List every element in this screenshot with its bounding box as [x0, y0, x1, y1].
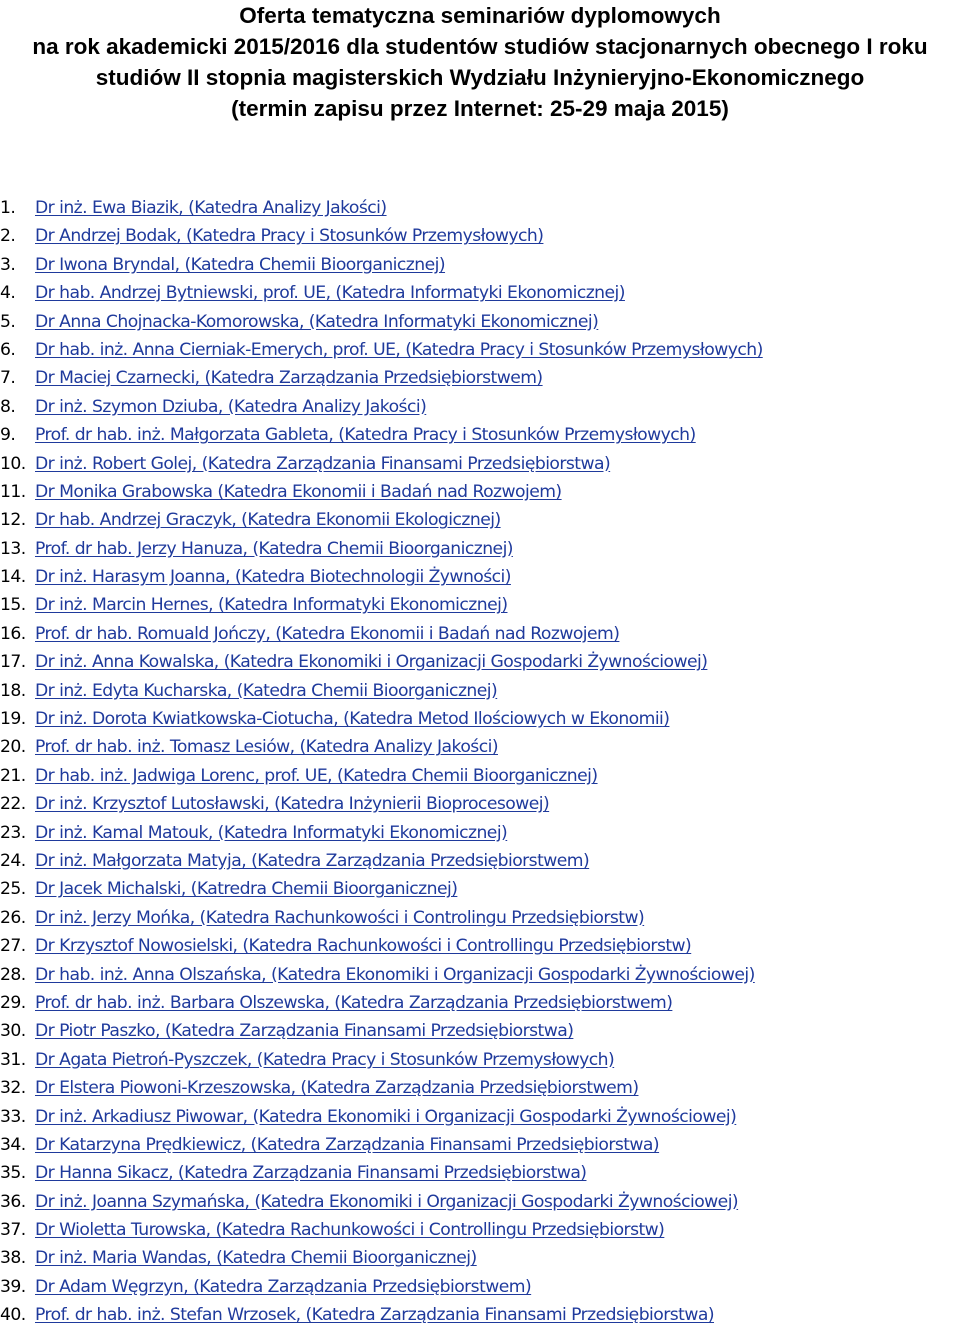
supervisor-link[interactable]: Dr Elstera Piowoni-Krzeszowska, (Katedra Zarządzania Przedsiębiorstwem): [35, 1078, 639, 1099]
list-item-number: 11.: [0, 481, 26, 502]
supervisor-link[interactable]: Dr Piotr Paszko, (Katedra Zarządzania Finansami Przedsiębiorstwa): [35, 1021, 574, 1042]
list-item: [0, 421, 960, 449]
list-item: [0, 563, 960, 591]
list-item-number: 28.: [0, 964, 26, 985]
list-item-number: 34.: [0, 1134, 26, 1155]
supervisor-link[interactable]: Dr hab. Andrzej Graczyk, (Katedra Ekonomii Ekologicznej): [35, 510, 501, 531]
list-item-number: 26.: [0, 907, 26, 928]
list-item: [0, 677, 960, 705]
list-item: [0, 790, 960, 818]
supervisor-link[interactable]: Dr inż. Jerzy Mońka, (Katedra Rachunkowości i Controlingu Przedsiębiorstw): [35, 907, 645, 928]
list-item-number: 29.: [0, 992, 26, 1013]
supervisor-link[interactable]: Dr inż. Krzysztof Lutosławski, (Katedra Inżynierii Bioprocesowej): [35, 794, 550, 815]
list-item: [0, 1017, 960, 1045]
list-item: [0, 1301, 960, 1329]
list-item-number: 31.: [0, 1049, 26, 1070]
list-item-number: 32.: [0, 1078, 26, 1099]
list-item-number: 12.: [0, 510, 26, 531]
supervisor-link[interactable]: Dr Adam Węgrzyn, (Katedra Zarządzania Przedsiębiorstwem): [35, 1276, 532, 1297]
list-item-number: 33.: [0, 1106, 26, 1127]
seminar-list: [0, 194, 960, 1330]
supervisor-link[interactable]: Prof. dr hab. inż. Tomasz Lesiów, (Katedra Analizy Jakości): [35, 737, 498, 758]
list-item: [0, 591, 960, 619]
list-item-number: 8.: [0, 396, 16, 417]
supervisor-link[interactable]: Dr inż. Maria Wandas, (Katedra Chemii Bioorganicznej): [35, 1248, 477, 1269]
list-item-number: 5.: [0, 311, 16, 332]
list-item: [0, 819, 960, 847]
supervisor-link[interactable]: Dr hab. inż. Jadwiga Lorenc, prof. UE, (Katedra Chemii Bioorganicznej): [35, 765, 598, 786]
supervisor-link[interactable]: Dr Katarzyna Prędkiewicz, (Katedra Zarządzania Finansami Przedsiębiorstwa): [35, 1134, 660, 1155]
list-item: [0, 705, 960, 733]
supervisor-link[interactable]: Dr Anna Chojnacka-Komorowska, (Katedra Informatyki Ekonomicznej): [35, 311, 599, 332]
list-item: [0, 1103, 960, 1131]
list-item: [0, 904, 960, 932]
supervisor-link[interactable]: Dr inż. Małgorzata Matyja, (Katedra Zarządzania Przedsiębiorstwem): [35, 850, 590, 871]
list-item-number: 15.: [0, 595, 26, 616]
list-item: [0, 393, 960, 421]
supervisor-link[interactable]: Dr Wioletta Turowska, (Katedra Rachunkowości i Controllingu Przedsiębiorstw): [35, 1220, 665, 1241]
list-item-number: 27.: [0, 936, 26, 957]
supervisor-link[interactable]: Dr inż. Dorota Kwiatkowska-Ciotucha, (Katedra Metod Ilościowych w Ekonomii): [35, 709, 670, 730]
list-item-number: 18.: [0, 680, 26, 701]
supervisor-link[interactable]: Dr inż. Joanna Szymańska, (Katedra Ekonomiki i Organizacji Gospodarki Żywnościowej): [35, 1191, 739, 1212]
list-item-number: 38.: [0, 1248, 26, 1269]
supervisor-link[interactable]: Prof. dr hab. Jerzy Hanuza, (Katedra Chemii Bioorganicznej): [35, 538, 513, 559]
supervisor-link[interactable]: Dr Krzysztof Nowosielski, (Katedra Rachunkowości i Controllingu Przedsiębiorstw): [35, 936, 692, 957]
list-item: [0, 1244, 960, 1272]
list-item-number: 9.: [0, 425, 16, 446]
supervisor-link[interactable]: Dr inż. Kamal Matouk, (Katedra Informatyki Ekonomicznej): [35, 822, 508, 843]
list-item-number: 6.: [0, 339, 16, 360]
list-item-number: 7.: [0, 368, 16, 389]
supervisor-link[interactable]: Prof. dr hab. inż. Małgorzata Gableta, (Katedra Pracy i Stosunków Przemysłowych): [35, 425, 696, 446]
list-item-number: 17.: [0, 652, 26, 673]
list-item: [0, 847, 960, 875]
list-item: [0, 222, 960, 250]
supervisor-link[interactable]: Dr Agata Pietroń-Pyszczek, (Katedra Pracy i Stosunków Przemysłowych): [35, 1049, 615, 1070]
list-item: [0, 932, 960, 960]
list-item: [0, 1273, 960, 1301]
list-item-number: 23.: [0, 822, 26, 843]
list-item: [0, 1046, 960, 1074]
list-item: [0, 194, 960, 222]
list-item: [0, 478, 960, 506]
list-item-number: 24.: [0, 850, 26, 871]
list-item-number: 2.: [0, 226, 16, 247]
list-item: [0, 336, 960, 364]
list-item: [0, 450, 960, 478]
list-item: [0, 762, 960, 790]
list-item: [0, 308, 960, 336]
list-item: [0, 648, 960, 676]
supervisor-link[interactable]: Dr inż. Ewa Biazik, (Katedra Analizy Jakości): [35, 198, 387, 218]
supervisor-link[interactable]: Prof. dr hab. inż. Stefan Wrzosek, (Katedra Zarządzania Finansami Przedsiębiorstwa): [35, 1305, 715, 1326]
list-item-number: 10.: [0, 453, 26, 474]
list-item: [0, 251, 960, 279]
list-item-number: 36.: [0, 1191, 26, 1212]
header-title: Oferta tematyczna seminariów dyplomowych: [239, 3, 721, 28]
supervisor-link[interactable]: Dr Maciej Czarnecki, (Katedra Zarządzania Przedsiębiorstwem): [35, 368, 543, 389]
list-item-number: 13.: [0, 538, 26, 559]
supervisor-link[interactable]: Dr hab. Andrzej Bytniewski, prof. UE, (Katedra Informatyki Ekonomicznej): [35, 283, 625, 304]
list-item-number: 30.: [0, 1021, 26, 1042]
supervisor-link[interactable]: Prof. dr hab. Romuald Jończy, (Katedra Ekonomii i Badań nad Rozwojem): [35, 623, 620, 644]
list-item-number: 40.: [0, 1305, 26, 1326]
list-item-number: 1.: [0, 198, 16, 218]
supervisor-link[interactable]: Dr inż. Edyta Kucharska, (Katedra Chemii Bioorganicznej): [35, 680, 498, 701]
supervisor-link[interactable]: Dr hab. inż. Anna Cierniak-Emerych, prof. UE, (Katedra Pracy i Stosunków Przemysłowych): [35, 339, 763, 360]
supervisor-link[interactable]: Dr Iwona Bryndal, (Katedra Chemii Bioorganicznej): [35, 254, 446, 275]
supervisor-link[interactable]: Dr inż. Anna Kowalska, (Katedra Ekonomiki i Organizacji Gospodarki Żywnościowej): [35, 652, 708, 673]
list-item-number: 4.: [0, 283, 16, 304]
header-registration-dates: (termin zapisu przez Internet: 25-29 maja 2015): [231, 96, 729, 121]
list-item: [0, 1216, 960, 1244]
list-item-number: 20.: [0, 737, 26, 758]
list-item-number: 22.: [0, 794, 26, 815]
list-item: [0, 364, 960, 392]
supervisor-link[interactable]: Dr Monika Grabowska (Katedra Ekonomii i Badań nad Rozwojem): [35, 481, 562, 502]
supervisor-link[interactable]: Dr inż. Robert Golej, (Katedra Zarządzania Finansami Przedsiębiorstwa): [35, 453, 611, 474]
list-item: [0, 1159, 960, 1187]
list-item-number: 3.: [0, 254, 16, 275]
list-item: [0, 875, 960, 903]
supervisor-link[interactable]: Dr inż. Arkadiusz Piwowar, (Katedra Ekonomiki i Organizacji Gospodarki Żywnościowej): [35, 1106, 737, 1127]
list-item: [0, 1074, 960, 1102]
list-item-number: 37.: [0, 1220, 26, 1241]
list-item: [0, 506, 960, 534]
supervisor-link[interactable]: Dr Andrzej Bodak, (Katedra Pracy i Stosunków Przemysłowych): [35, 226, 544, 247]
list-item: [0, 535, 960, 563]
list-item-number: 39.: [0, 1276, 26, 1297]
supervisor-link[interactable]: Dr inż. Szymon Dziuba, (Katedra Analizy Jakości): [35, 396, 427, 417]
list-item: [0, 620, 960, 648]
supervisor-link[interactable]: Prof. dr hab. inż. Barbara Olszewska, (Katedra Zarządzania Przedsiębiorstwem): [35, 992, 673, 1013]
supervisor-link[interactable]: Dr Hanna Sikacz, (Katedra Zarządzania Finansami Przedsiębiorstwa): [35, 1163, 587, 1184]
list-item-number: 21.: [0, 765, 26, 786]
list-item: [0, 1188, 960, 1216]
list-item-number: 35.: [0, 1163, 26, 1184]
header-subtitle-faculty: studiów II stopnia magisterskich Wydziału Inżynieryjno-Ekonomicznego: [95, 65, 865, 90]
list-item: [0, 733, 960, 761]
list-item-number: 16.: [0, 623, 26, 644]
list-item: [0, 961, 960, 989]
list-item-number: 14.: [0, 567, 26, 588]
header-subtitle-academic-year: na rok akademicki 2015/2016 dla studentów studiów stacjonarnych obecnego I roku: [32, 34, 928, 59]
supervisor-link[interactable]: Dr inż. Harasym Joanna, (Katedra Biotechnologii Żywności): [35, 567, 511, 588]
list-item-number: 19.: [0, 709, 26, 730]
list-item-number: 25.: [0, 879, 26, 900]
list-item: [0, 279, 960, 307]
list-item: [0, 989, 960, 1017]
supervisor-link[interactable]: Dr inż. Marcin Hernes, (Katedra Informatyki Ekonomicznej): [35, 595, 508, 616]
supervisor-link[interactable]: Dr Jacek Michalski, (Katredra Chemii Bioorganicznej): [35, 879, 458, 900]
supervisor-link[interactable]: Dr hab. inż. Anna Olszańska, (Katedra Ekonomiki i Organizacji Gospodarki Żywnościowej): [35, 964, 755, 985]
document-header: [0, 0, 960, 124]
list-item: [0, 1131, 960, 1159]
